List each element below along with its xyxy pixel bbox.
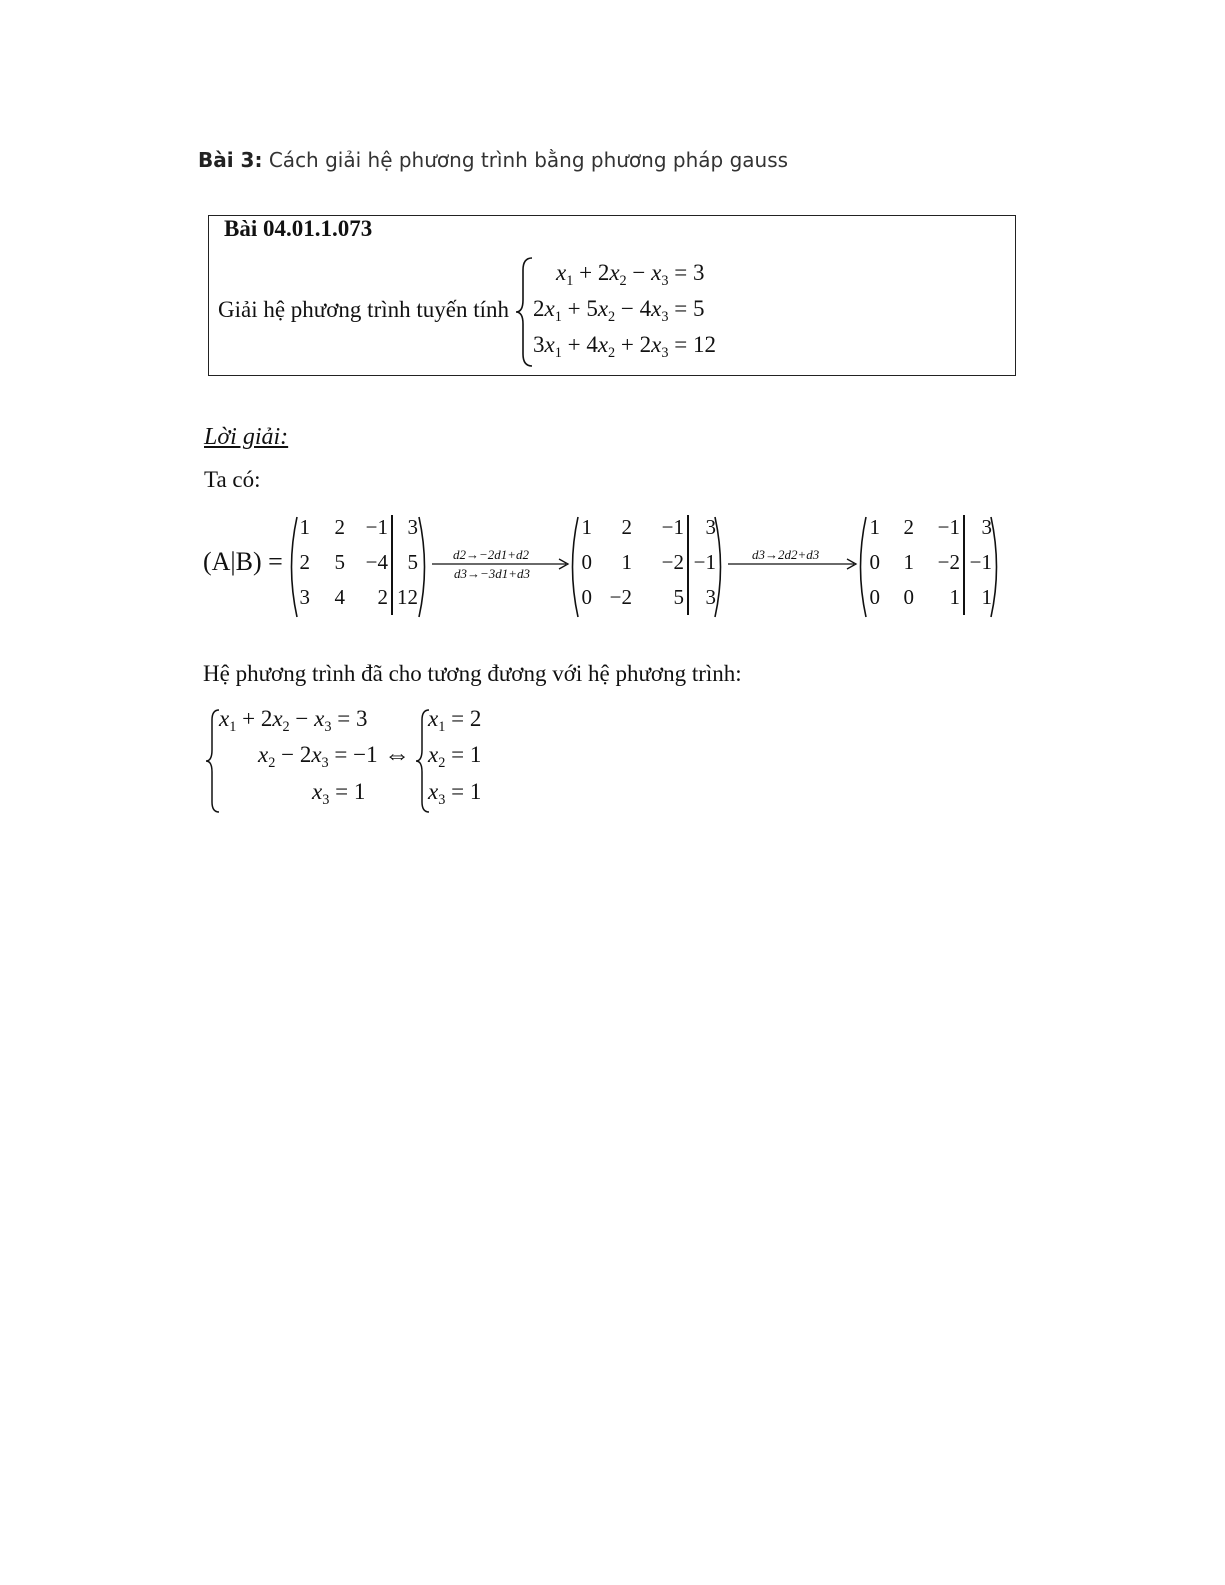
matrix-cell: 0 (869, 585, 880, 609)
matrix-cell: 2 (903, 515, 914, 539)
matrix-cell: −2 (937, 550, 960, 574)
problem-title: Bài 04.01.1.073 (224, 216, 373, 241)
matrix-cell: 2 (334, 515, 345, 539)
solution-x3: $x_3 = 1$ (428, 779, 482, 808)
matrix-cell: 3 (407, 515, 418, 539)
matrix-cell: 1 (949, 585, 960, 609)
right-paren-icon (416, 515, 432, 619)
matrix-cell: 3 (705, 515, 716, 539)
matrix-cell: 2 (377, 585, 388, 609)
augmented-matrix-label: (A|B) = (203, 547, 283, 576)
matrix-cell: 12 (397, 585, 418, 609)
equivalence-text: Hệ phương trình đã cho tương đương với hệ phương trình: (203, 661, 742, 686)
matrix-cell: −1 (365, 515, 388, 539)
system-equation-1: $x_1 + 2x_2 - x_3 = 3$ (556, 260, 705, 289)
reduced-equation-3: $x_3 = 1$ (312, 779, 366, 808)
step-1-top: d2→−2d1+d2 (453, 547, 530, 562)
matrix-cell: 5 (334, 550, 345, 574)
problem-instruction: Giải hệ phương trình tuyến tính (218, 297, 510, 322)
matrix-cell: 1 (903, 550, 914, 574)
matrix-cell: 1 (621, 550, 632, 574)
system-equation-2: $2x_1 + 5x_2 - 4x_3 = 5$ (533, 296, 705, 325)
problem-box (208, 215, 1016, 376)
matrix-cell: 2 (299, 550, 310, 574)
matrix-cell: 0 (869, 550, 880, 574)
matrix-cell: 5 (407, 550, 418, 574)
matrix-cell: 3 (705, 585, 716, 609)
matrix-cell: 4 (334, 585, 345, 609)
step-2-label: d3→2d2+d3 (752, 547, 820, 562)
matrix-cell: 2 (621, 515, 632, 539)
matrix-cell: 1 (981, 585, 992, 609)
matrix-cell: 3 (981, 515, 992, 539)
matrix-cell: −2 (609, 585, 632, 609)
step-1-bottom: d3→−3d1+d3 (454, 566, 531, 581)
exercise-heading (198, 148, 788, 172)
matrix-cell: −2 (661, 550, 684, 574)
matrix-cell: 0 (581, 585, 592, 609)
solution-label: Lời giải: (204, 424, 289, 450)
exercise-label: Bài 3: (198, 148, 263, 172)
matrix-cell: 3 (299, 585, 310, 609)
matrix-cell: 1 (581, 515, 592, 539)
reduced-equation-2: $x_2 - 2x_3 = -1$ (258, 742, 378, 771)
matrix-cell: 0 (581, 550, 592, 574)
matrix-cell: −1 (969, 550, 992, 574)
solution-x2: $x_2 = 1$ (428, 742, 482, 771)
system-equation-3: $3x_1 + 4x_2 + 2x_3 = 12$ (533, 332, 716, 361)
matrix-cell: −4 (365, 550, 388, 574)
matrix-cell: −1 (937, 515, 960, 539)
arrow-right-icon (728, 558, 858, 570)
solution-intro: Ta có: (204, 467, 261, 492)
matrix-cell: −1 (661, 515, 684, 539)
matrix-cell: 0 (903, 585, 914, 609)
matrix-cell: 5 (673, 585, 684, 609)
equivalence-symbol: ⇔ (384, 740, 410, 769)
exercise-title: Cách giải hệ phương trình bằng phương pháp gauss (268, 148, 789, 172)
matrix-cell: 1 (869, 515, 880, 539)
matrix-cell: 1 (299, 515, 310, 539)
matrix-cell: −1 (693, 550, 716, 574)
solution-x1: $x_1 = 2$ (428, 706, 482, 735)
reduced-equation-1: $x_1 + 2x_2 - x_3 = 3$ (219, 706, 368, 735)
